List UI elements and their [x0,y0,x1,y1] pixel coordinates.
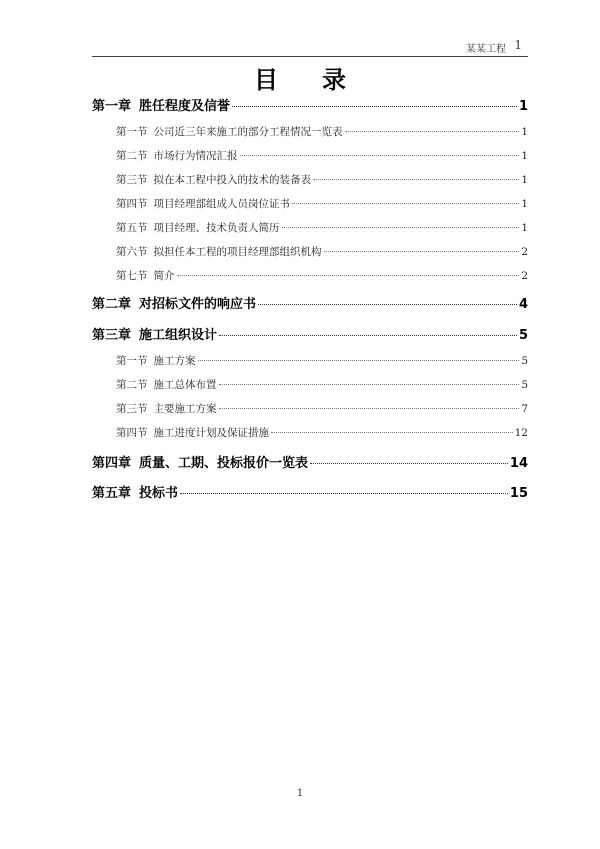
footer-page-number: 1 [296,788,304,799]
section-number: 第二节 [116,379,148,391]
toc-section-1-1[interactable] [116,124,528,139]
dot-leader [232,106,517,107]
section-number: 第二节 [116,150,148,162]
document-title: 目录 [254,66,390,94]
section-number: 第四节 [116,198,148,210]
section-title: 拟担任本工程的项目经理部组织机构 [153,246,322,258]
chapter-number: 第一章 [92,99,132,114]
dot-leader [271,432,513,433]
section-number: 第六节 [116,246,148,258]
chapter-number: 第三章 [92,328,132,343]
section-page: 7 [521,403,528,415]
toc-chapter-3[interactable] [92,324,528,343]
toc-section-1-7[interactable] [116,268,528,283]
toc-section-1-4[interactable] [116,196,528,211]
chapter-number: 第五章 [92,486,132,501]
section-page: 1 [521,198,528,210]
section-page: 2 [521,270,528,282]
toc-section-3-2[interactable] [116,377,528,392]
toc-section-3-4[interactable] [116,425,528,440]
header-page-number: 1 [514,38,522,52]
dot-leader [258,304,517,305]
toc-section-1-6[interactable] [116,244,528,259]
dot-leader [292,203,519,204]
dot-leader [177,275,520,276]
dot-leader [313,179,519,180]
dot-leader [282,227,520,228]
section-number: 第四节 [116,427,148,439]
toc-section-1-2[interactable] [116,148,528,163]
dot-leader [180,493,508,494]
toc-section-1-3[interactable] [116,172,528,187]
chapter-page: 14 [509,456,528,471]
dot-leader [219,408,520,409]
chapter-number: 第四章 [92,456,132,471]
chapter-title: 施工组织设计 [139,328,218,343]
toc-chapter-4[interactable] [92,452,528,471]
chapter-page: 5 [518,328,528,343]
section-number: 第三节 [116,403,148,415]
section-title: 施工总体布置 [153,379,217,391]
toc-chapter-2[interactable] [92,293,528,312]
dot-leader [345,131,520,132]
chapter-page: 1 [518,99,528,114]
section-number: 第七节 [116,270,148,282]
section-title: 公司近三年来施工的部分工程情况一览表 [153,126,343,138]
section-page: 5 [521,355,528,367]
chapter-number: 第二章 [92,297,132,312]
section-title: 主要施工方案 [153,403,217,415]
dot-leader [219,335,517,336]
toc-chapter-1[interactable] [92,95,528,114]
section-number: 第一节 [116,126,148,138]
toc-section-1-5[interactable] [116,220,528,235]
section-title: 简介 [153,270,175,282]
chapter-page: 4 [518,297,528,312]
chapter-title: 投标书 [139,486,179,501]
chapter-title: 对招标文件的响应书 [139,297,257,312]
section-title: 拟在本工程中投入的技术的装备表 [153,174,311,186]
toc-section-3-3[interactable] [116,401,528,416]
section-page: 1 [521,150,528,162]
section-page: 2 [521,246,528,258]
section-page: 12 [514,427,528,439]
section-page: 5 [521,379,528,391]
toc-section-3-1[interactable] [116,353,528,368]
section-page: 1 [521,174,528,186]
dot-leader [324,251,520,252]
section-title: 项目经理、技术负责人简历 [153,222,280,234]
dot-leader [198,360,520,361]
section-number: 第一节 [116,355,148,367]
chapter-title: 质量、工期、投标报价一览表 [139,456,309,471]
header-title: 某某工程 [466,44,506,55]
dot-leader [240,155,520,156]
toc-chapter-5[interactable] [92,482,528,501]
chapter-page: 15 [509,486,528,501]
section-number: 第五节 [116,222,148,234]
chapter-title: 胜任程度及信誉 [139,99,231,114]
dot-leader [219,384,520,385]
section-title: 施工进度计划及保证措施 [153,427,269,439]
section-page: 1 [521,126,528,138]
section-number: 第三节 [116,174,148,186]
section-page: 1 [521,222,528,234]
section-title: 市场行为情况汇报 [153,150,238,162]
section-title: 施工方案 [153,355,196,367]
section-title: 项目经理部组成人员岗位证书 [153,198,290,210]
dot-leader [310,463,508,464]
